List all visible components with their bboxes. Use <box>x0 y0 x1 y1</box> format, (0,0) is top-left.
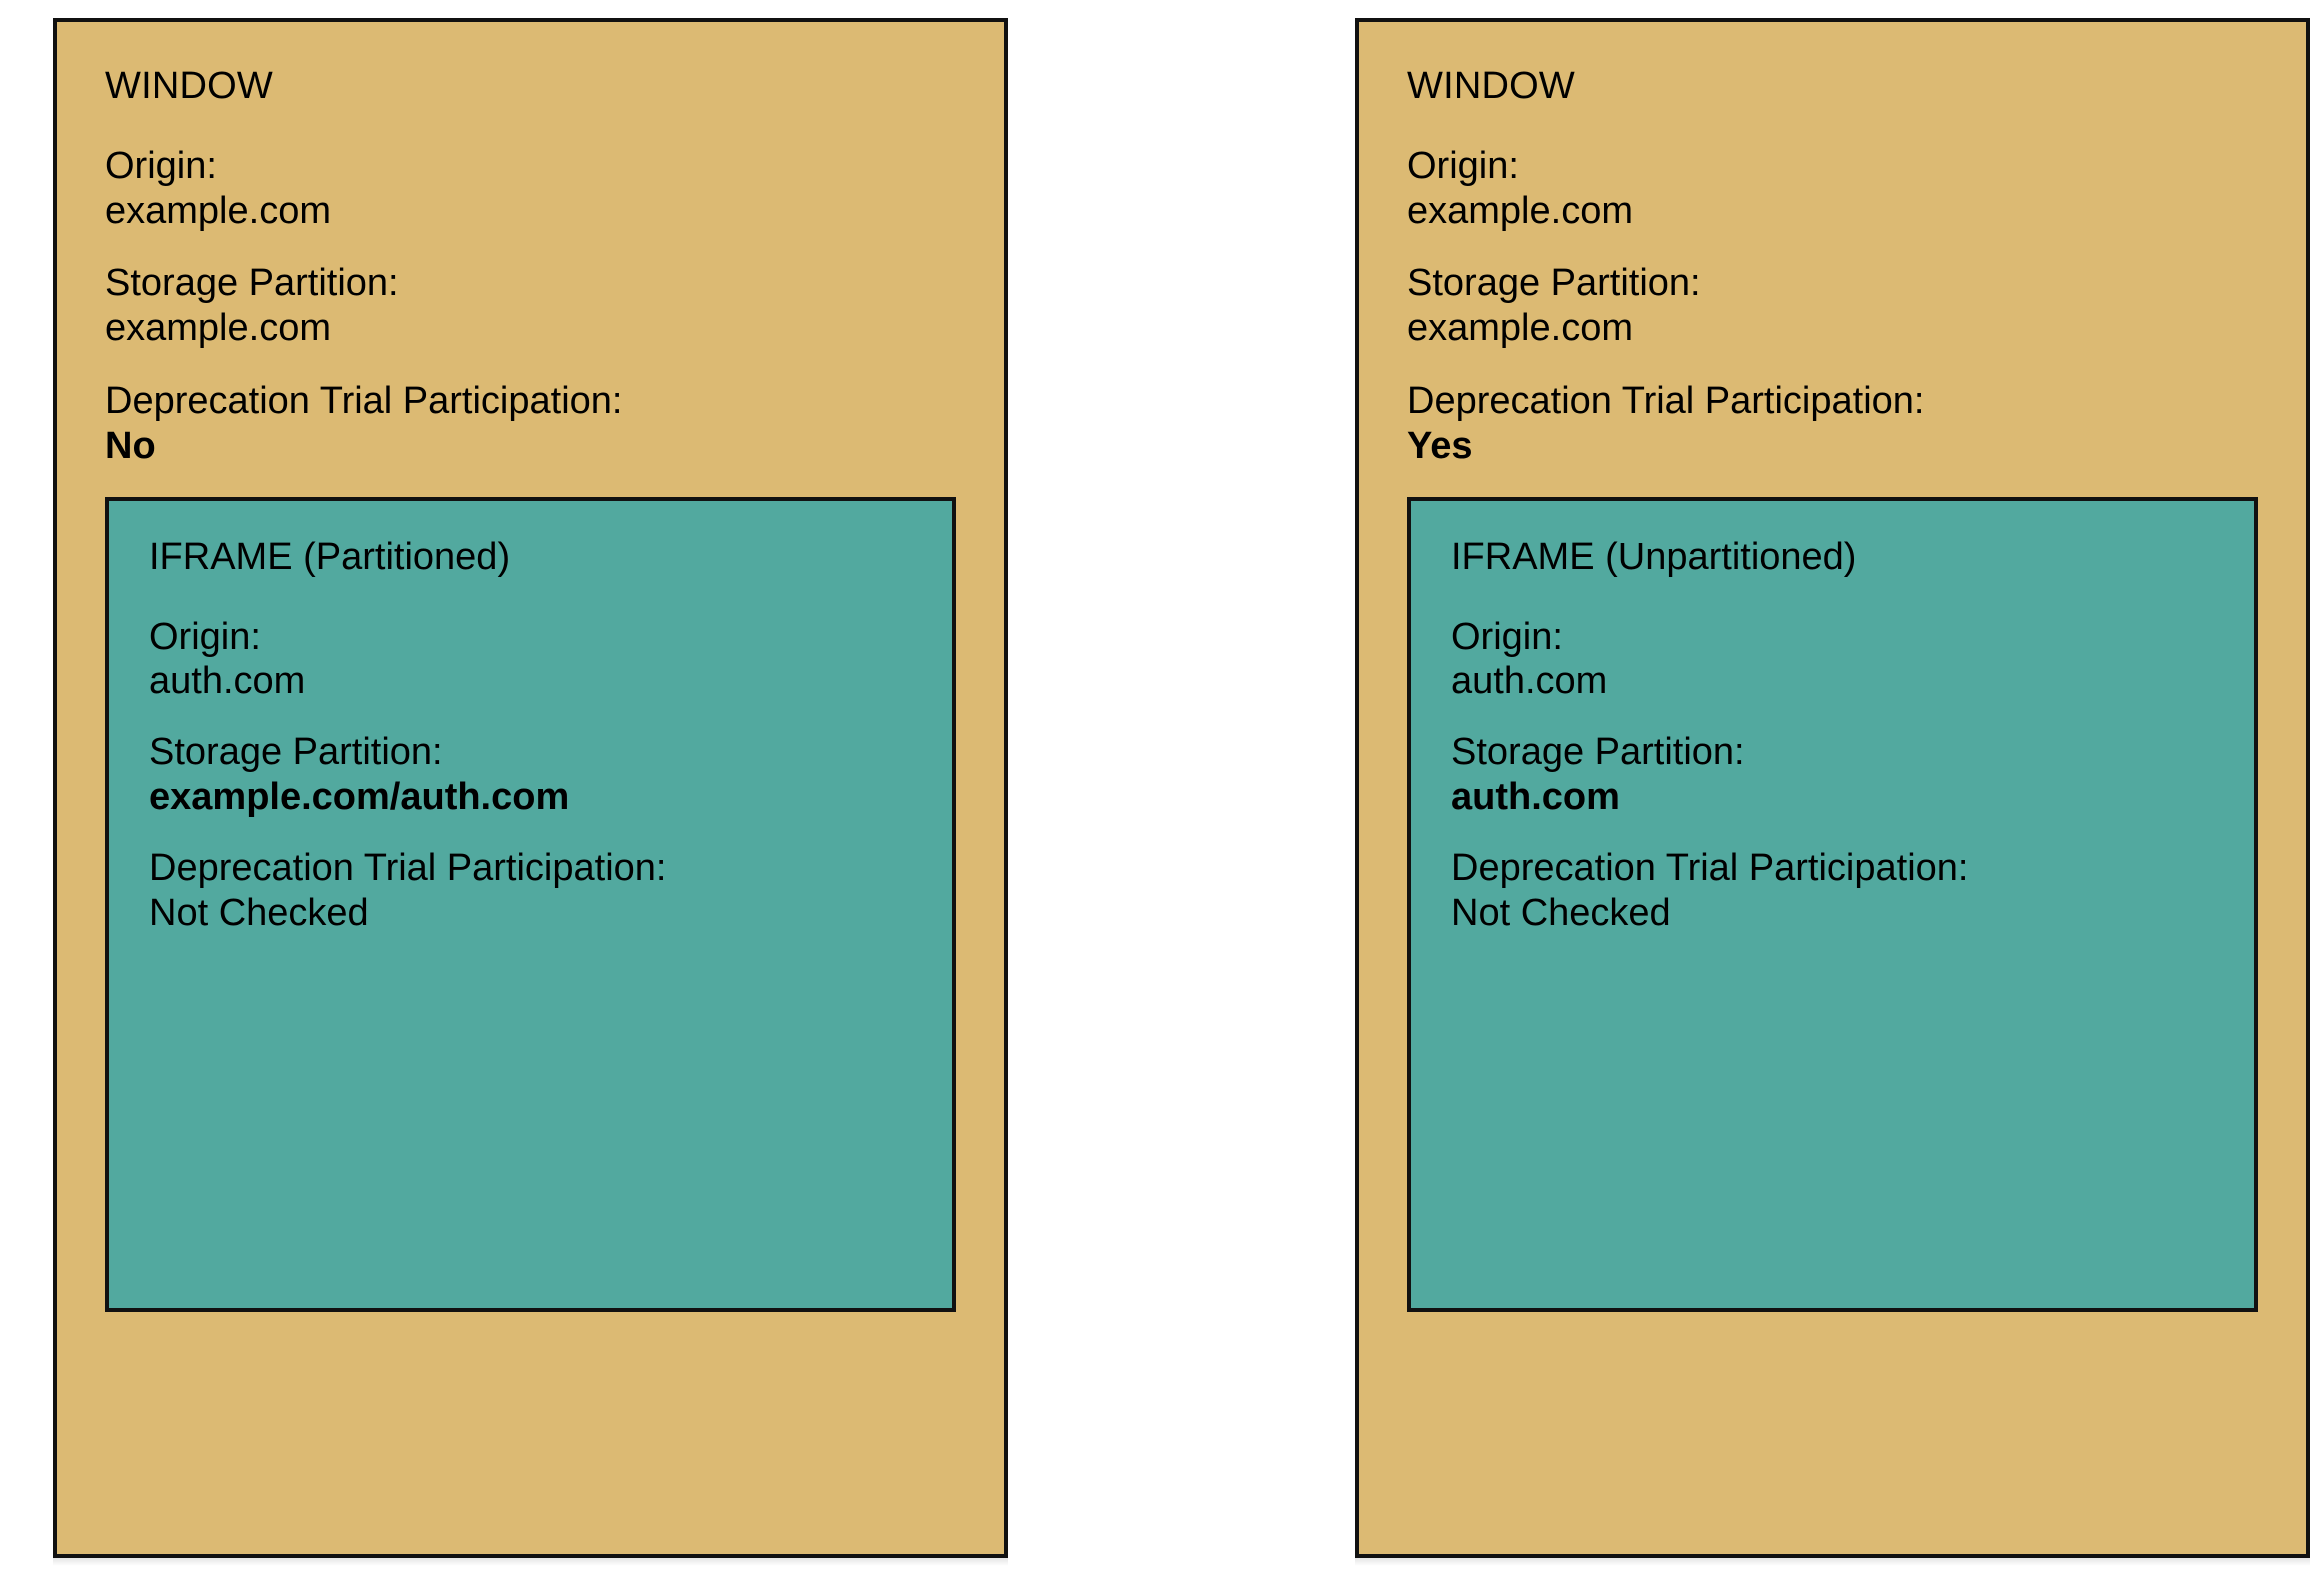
field-label: Storage Partition: <box>149 731 443 774</box>
field-value: example.com <box>1407 189 1633 232</box>
field-value: example.com/auth.com <box>149 776 570 819</box>
field-value: No <box>105 424 156 467</box>
field-label: Origin: <box>1451 615 1563 658</box>
panels-row <box>0 18 2322 1558</box>
panel-shadow-left <box>53 1558 1008 1566</box>
iframe-field-storage-partition-left <box>149 730 912 820</box>
window-title-left: WINDOW <box>105 65 273 107</box>
field-value: example.com <box>105 189 331 232</box>
window-field-storage-partition-left <box>105 261 956 351</box>
iframe-field-origin-right <box>1451 615 2214 705</box>
window-field-origin-left <box>105 144 956 234</box>
field-value: Not Checked <box>1451 891 1671 934</box>
iframe-title-right: IFRAME (Unpartitioned) <box>1451 535 1857 578</box>
field-value: Yes <box>1407 424 1473 467</box>
window-field-deprecation-trial-left <box>105 379 956 469</box>
field-label: Deprecation Trial Participation: <box>1451 846 1969 889</box>
window-field-deprecation-trial-right <box>1407 379 2258 469</box>
window-title-right: WINDOW <box>1407 65 1575 107</box>
field-label: Storage Partition: <box>1451 731 1745 774</box>
window-field-storage-partition-right <box>1407 261 2258 351</box>
field-label: Storage Partition: <box>1407 262 1701 305</box>
field-value: auth.com <box>1451 776 1620 819</box>
field-value: Not Checked <box>149 891 369 934</box>
field-label: Origin: <box>149 615 261 658</box>
iframe-field-deprecation-trial-left <box>149 846 912 936</box>
iframe-panel-right <box>1407 497 2258 1312</box>
field-label: Deprecation Trial Participation: <box>1407 380 1925 423</box>
iframe-field-deprecation-trial-right <box>1451 846 2214 936</box>
field-value: example.com <box>105 307 331 350</box>
window-panel-right <box>1355 18 2310 1558</box>
iframe-panel-left <box>105 497 956 1312</box>
iframe-title-left: IFRAME (Partitioned) <box>149 535 511 578</box>
iframe-field-storage-partition-right <box>1451 730 2214 820</box>
field-value: auth.com <box>149 660 306 703</box>
window-field-origin-right <box>1407 144 2258 234</box>
field-label: Storage Partition: <box>105 262 399 305</box>
field-value: example.com <box>1407 307 1633 350</box>
field-label: Deprecation Trial Participation: <box>105 380 623 423</box>
field-value: auth.com <box>1451 660 1608 703</box>
iframe-field-origin-left <box>149 615 912 705</box>
panel-shadow-right <box>1355 1558 2310 1566</box>
field-label: Origin: <box>1407 144 1519 187</box>
field-label: Origin: <box>105 144 217 187</box>
panel-gap <box>1008 18 1355 1558</box>
field-label: Deprecation Trial Participation: <box>149 846 667 889</box>
window-panel-left <box>53 18 1008 1558</box>
